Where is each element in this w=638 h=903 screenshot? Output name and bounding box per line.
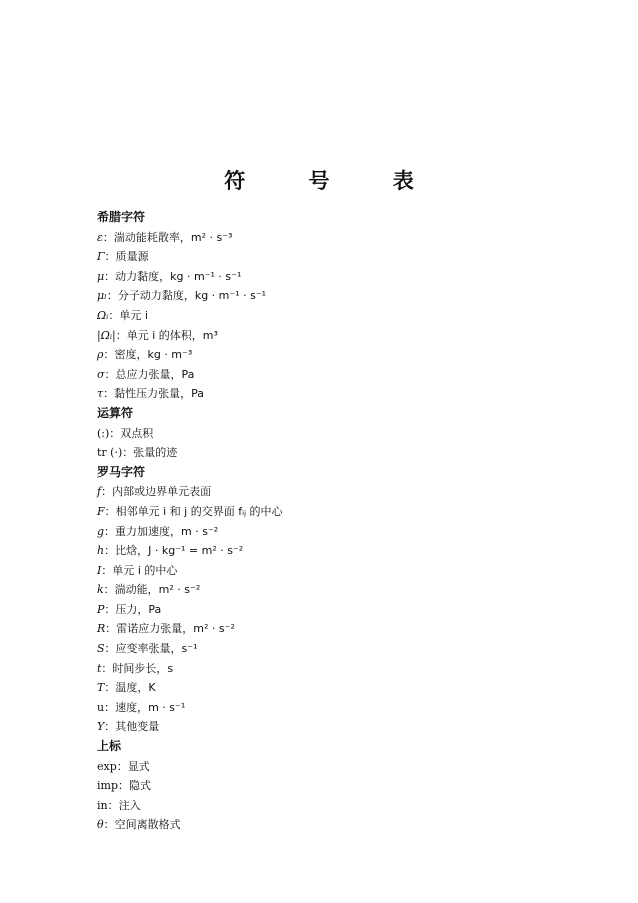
symbol-description: 雷诺应力张量，m² · s⁻² — [116, 622, 235, 636]
symbol-entry: μₗ：分子动力黏度，kg · m⁻¹ · s⁻¹ — [97, 289, 267, 303]
symbol: h — [97, 544, 105, 558]
symbol-description: 温度，K — [115, 681, 156, 695]
symbol-entry: σ：总应力张量，Pa — [97, 367, 195, 381]
symbol: in — [97, 798, 108, 812]
symbol: |Ωᵢ| — [97, 328, 116, 342]
symbol-entry: imp：隐式 — [97, 779, 151, 793]
symbol-description: 注入 — [118, 798, 141, 812]
symbol-description: 单元 i 的中心 — [112, 563, 178, 577]
symbol-description: 单元 i 的体积，m³ — [126, 328, 218, 342]
symbol: t — [97, 661, 102, 675]
symbol-entry: k：湍动能，m² · s⁻² — [97, 583, 201, 597]
symbol: τ — [97, 387, 104, 401]
symbol-entry: Y：其他变量 — [97, 720, 160, 734]
symbol: R — [97, 622, 106, 636]
symbol-description: 内部或边界单元表面 — [112, 485, 212, 499]
symbol-list — [97, 208, 557, 835]
symbol: T — [97, 681, 105, 695]
section-heading-operators: 运算符 — [97, 405, 134, 420]
symbol-description: 黏性压力张量，Pa — [114, 387, 204, 401]
symbol-entry: R：雷诺应力张量，m² · s⁻² — [97, 622, 235, 636]
symbol: tr (·) — [97, 446, 123, 460]
symbol-description: 速度，m · s⁻¹ — [115, 700, 186, 714]
section-heading-superscripts: 上标 — [97, 739, 122, 754]
symbol-description: 单元 i — [119, 308, 148, 322]
symbol: ρ — [97, 348, 104, 362]
symbol-entry: Ωᵢ：单元 i — [97, 308, 148, 322]
symbol: Y — [97, 720, 105, 734]
symbol-entry: (:)：双点积 — [97, 426, 154, 440]
symbol-entry: h：比焓，J · kg⁻¹ = m² · s⁻² — [97, 544, 244, 558]
symbol-entry: F：相邻单元 i 和 j 的交界面 fᵢⱼ 的中心 — [97, 504, 283, 518]
symbol: imp — [97, 779, 118, 793]
symbol-description: 双点积 — [120, 426, 154, 440]
symbol-entry: u：速度，m · s⁻¹ — [97, 700, 186, 714]
symbol-description: 相邻单元 i 和 j 的交界面 fᵢⱼ 的中心 — [115, 504, 283, 518]
symbol-entry: exp：显式 — [97, 759, 150, 773]
symbol: μ — [97, 269, 105, 283]
symbol-entry: μ：动力黏度，kg · m⁻¹ · s⁻¹ — [97, 269, 242, 283]
section-heading-roman: 罗马字符 — [97, 464, 146, 479]
symbol: ε — [97, 230, 103, 244]
symbol-description: 张量的迹 — [133, 446, 178, 460]
symbol-entry: g：重力加速度，m · s⁻² — [97, 524, 219, 538]
symbol-description: 湍动能耗散率，m² · s⁻³ — [113, 230, 233, 244]
page-title: 符 号 表 — [224, 169, 442, 193]
symbol: (:) — [97, 426, 110, 440]
symbol-description: 时间步长，s — [112, 661, 174, 675]
symbol: P — [97, 602, 105, 616]
symbol-description: 重力加速度，m · s⁻² — [115, 524, 219, 538]
symbol: Ωᵢ — [97, 308, 109, 322]
symbol-description: 隐式 — [129, 779, 151, 793]
symbol-description: 应变率张量，s⁻¹ — [115, 642, 198, 656]
symbol-entry: |Ωᵢ|：单元 i 的体积，m³ — [97, 328, 218, 342]
symbol: g — [97, 524, 105, 538]
symbol-entry: f：内部或边界单元表面 — [97, 485, 212, 499]
symbol: θ — [97, 818, 104, 832]
symbol-entry: Γ：质量源 — [97, 250, 149, 264]
symbol-entry: t：时间步长，s — [97, 661, 174, 675]
symbol: f — [97, 485, 102, 499]
symbol-entry: in：注入 — [97, 798, 141, 812]
symbol-entry: ε：湍动能耗散率，m² · s⁻³ — [97, 230, 233, 244]
section-heading-greek: 希腊字符 — [97, 210, 146, 224]
symbol-description: 分子动力黏度，kg · m⁻¹ · s⁻¹ — [117, 289, 267, 303]
symbol-description: 显式 — [127, 759, 150, 773]
symbol: Γ — [97, 250, 105, 264]
symbol-description: 其他变量 — [115, 720, 160, 734]
symbol-description: 质量源 — [115, 250, 149, 264]
symbol-entry: I：单元 i 的中心 — [97, 563, 178, 577]
symbol-description: 空间离散格式 — [114, 818, 181, 832]
symbol: k — [97, 583, 104, 597]
symbol-entry: ρ：密度，kg · m⁻³ — [97, 348, 193, 362]
symbol-description: 密度，kg · m⁻³ — [114, 348, 193, 362]
symbol-entry: tr (·)：张量的迹 — [97, 446, 178, 460]
symbol: σ — [97, 367, 105, 381]
symbol: I — [97, 563, 102, 577]
symbol: exp — [97, 759, 117, 773]
symbol: S — [97, 642, 105, 656]
symbol-description: 动力黏度，kg · m⁻¹ · s⁻¹ — [115, 269, 242, 283]
symbol-entry: S：应变率张量，s⁻¹ — [97, 642, 198, 656]
symbol-description: 总应力张量，Pa — [115, 367, 195, 381]
symbol: u — [97, 700, 105, 714]
symbol-entry: P：压力，Pa — [97, 602, 162, 616]
symbol-entry: T：温度，K — [97, 681, 156, 695]
symbol-description: 比焓，J · kg⁻¹ = m² · s⁻² — [115, 544, 244, 558]
symbol-entry: θ：空间离散格式 — [97, 818, 181, 832]
symbol-description: 压力，Pa — [115, 602, 162, 616]
symbol-description: 湍动能，m² · s⁻² — [114, 583, 201, 597]
symbol: μₗ — [97, 289, 107, 303]
symbol: F — [97, 504, 105, 518]
symbol-entry: τ：黏性压力张量，Pa — [97, 387, 204, 401]
